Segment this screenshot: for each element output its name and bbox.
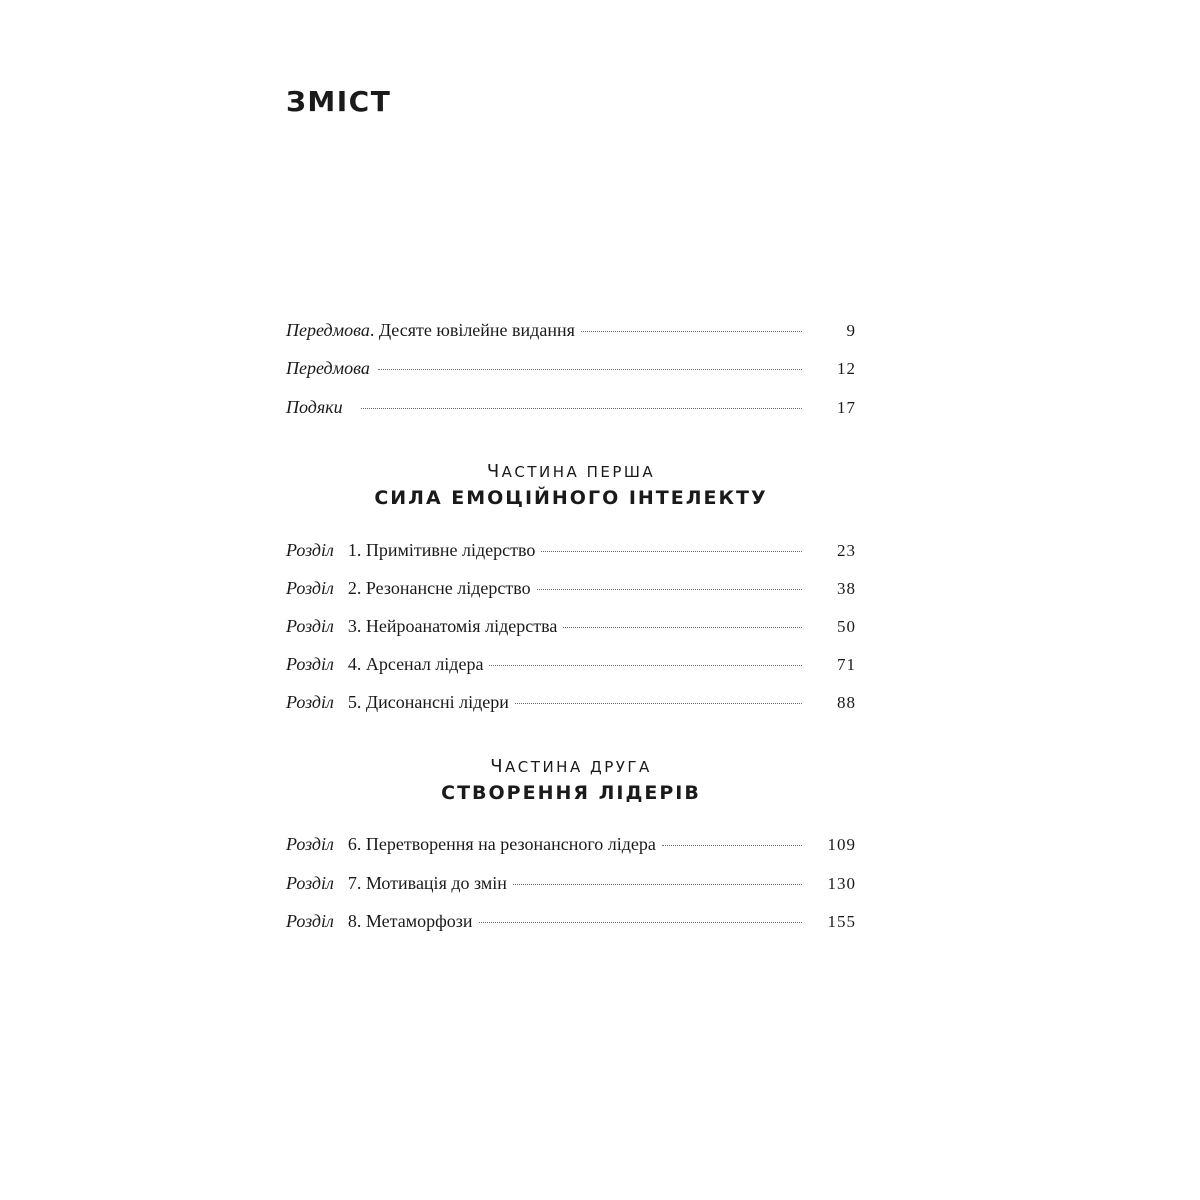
toc-entry-foreword-anniversary[interactable] [286, 317, 856, 343]
toc-entry-chapter-7[interactable] [286, 870, 856, 896]
page-number: 12 [837, 359, 856, 378]
entry-kind: Розділ [286, 692, 334, 712]
dot-leader [541, 551, 802, 552]
page-number: 130 [827, 874, 856, 893]
entry-kind: Розділ [286, 540, 334, 560]
dot-leader [361, 408, 802, 409]
chapter-title: . Метаморфози [356, 911, 473, 931]
page-number: 109 [827, 835, 856, 854]
page-number: 71 [837, 655, 856, 674]
page-number: 9 [846, 321, 856, 340]
page-number: 88 [837, 693, 856, 712]
dot-leader [513, 884, 802, 885]
toc-entry-foreword[interactable] [286, 355, 856, 381]
entry-kind: Розділ [286, 911, 334, 931]
entry-title: . Десяте ювілейне видання [369, 320, 575, 340]
chapter-number: 4 [347, 654, 357, 674]
part-label-initial: Ч [490, 756, 506, 777]
chapter-number: 6 [347, 834, 357, 854]
chapter-title: . Примітивне лідерство [356, 540, 536, 560]
chapter-number: 1 [347, 540, 357, 560]
chapter-title: . Перетворення на резонансного лідера [356, 834, 656, 854]
dot-leader [662, 845, 802, 846]
part-label-initial: Ч [486, 461, 502, 482]
dot-leader [479, 922, 803, 923]
chapter-number: 8 [347, 911, 357, 931]
entry-kind: Розділ [286, 578, 334, 598]
toc-entry-chapter-8[interactable] [286, 908, 856, 934]
chapter-number: 5 [347, 692, 357, 712]
entry-kind: Розділ [286, 616, 334, 636]
dot-leader [537, 589, 802, 590]
page-number: 50 [837, 617, 856, 636]
toc-entry-chapter-4[interactable] [286, 651, 856, 677]
chapter-number: 7 [347, 873, 357, 893]
page-number: 23 [837, 541, 856, 560]
entry-kind: Передмова [286, 358, 370, 378]
chapter-title: . Мотивація до змін [356, 873, 507, 893]
toc-entry-chapter-6[interactable] [286, 831, 856, 857]
chapter-number: 2 [347, 578, 357, 598]
chapter-title: . Резонансне лідерство [356, 578, 531, 598]
entry-kind: Розділ [286, 654, 334, 674]
page-number: 155 [827, 912, 856, 931]
part-title: СИЛА ЕМОЦІЙНОГО ІНТЕЛЕКТУ [374, 487, 768, 509]
entry-kind: Подяки [286, 397, 343, 417]
part-label-rest: АСТИНА ПЕРША [501, 463, 656, 481]
chapter-title: . Арсенал лідера [356, 654, 484, 674]
page-title: ЗМІСТ [286, 85, 392, 118]
page-number: 17 [837, 398, 856, 417]
chapter-title: . Дисонансні лідери [356, 692, 509, 712]
toc-entry-chapter-3[interactable] [286, 613, 856, 639]
dot-leader [563, 627, 802, 628]
dot-leader [581, 331, 802, 332]
part-label [286, 757, 856, 777]
toc-entry-chapter-5[interactable] [286, 689, 856, 715]
dot-leader [489, 665, 802, 666]
chapter-number: 3 [347, 616, 357, 636]
entry-kind: Розділ [286, 873, 334, 893]
toc-entry-acknowledgements[interactable] [286, 394, 856, 420]
entry-kind: Передмова [286, 320, 370, 340]
dot-leader [515, 703, 802, 704]
chapter-title: . Нейроанатомія лідерства [356, 616, 558, 636]
page-number: 38 [837, 579, 856, 598]
toc-entry-chapter-2[interactable] [286, 575, 856, 601]
entry-kind: Розділ [286, 834, 334, 854]
part-title: СТВОРЕННЯ ЛІДЕРІВ [441, 782, 701, 804]
part-label [286, 462, 856, 482]
dot-leader [378, 369, 802, 370]
toc-entry-chapter-1[interactable] [286, 537, 856, 563]
part-label-rest: АСТИНА ДРУГА [505, 758, 652, 776]
